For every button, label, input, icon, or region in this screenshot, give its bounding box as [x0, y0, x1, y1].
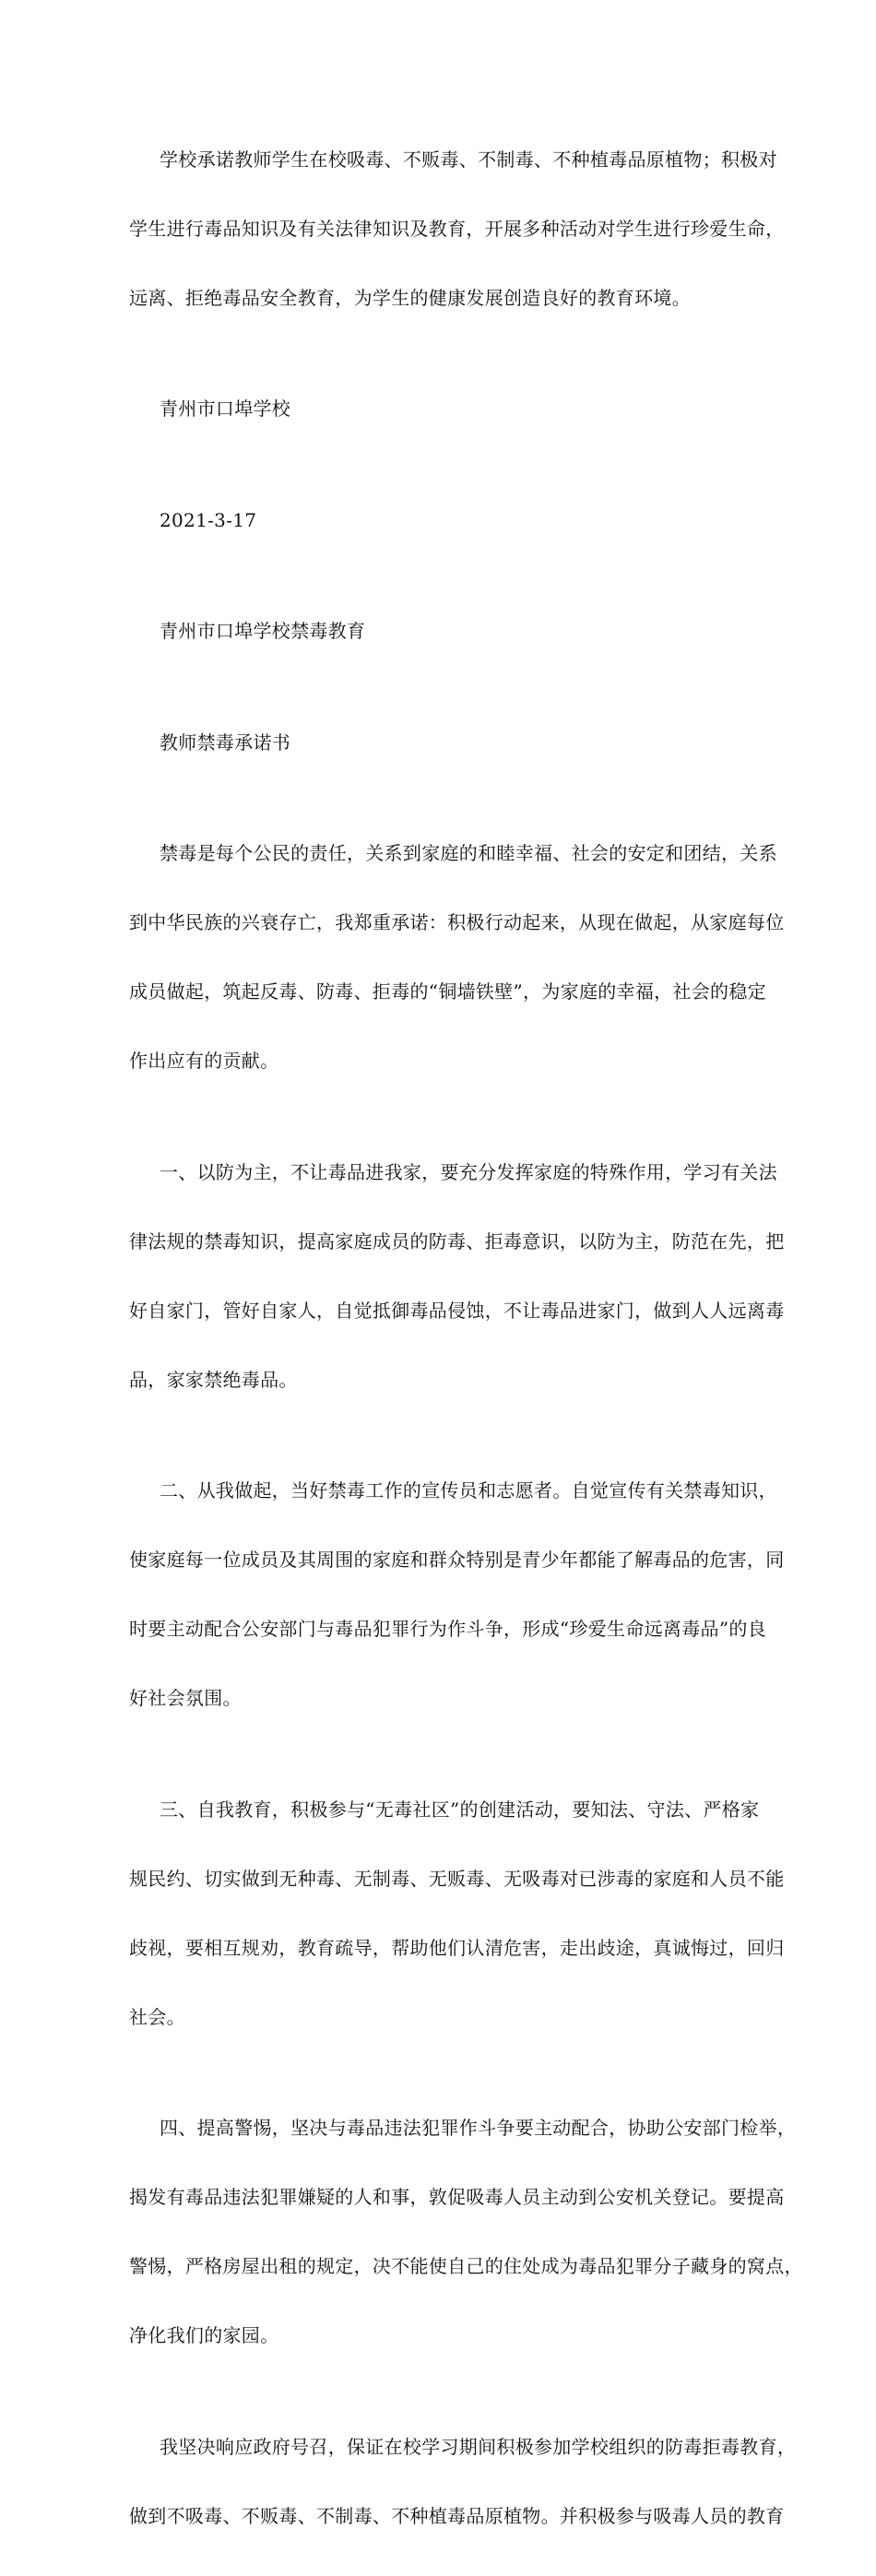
text-line: 使家庭每一位成员及其周围的家庭和群众特别是青少年都能了解毒品的危害，同 — [129, 1549, 785, 1571]
text-line: 净化我们的家园。 — [129, 2324, 279, 2346]
paragraph-item-1 — [129, 1121, 785, 1432]
text-line: 青州市口埠学校禁毒教育 — [160, 620, 366, 642]
text-line: 社会。 — [129, 2005, 185, 2028]
paragraph-item-2 — [129, 1440, 785, 1751]
text-line: 作出应有的贡献。 — [129, 1050, 279, 1072]
document-page — [129, 108, 803, 2576]
text-line: 规民约、切实做到无种毒、无制毒、无贩毒、无吸毒对已涉毒的家庭和人员不能 — [129, 1867, 785, 1890]
text-line: 四、提高警惕，坚决与毒品违法犯罪作斗争要主动配合，协助公安部门检举， — [160, 2117, 797, 2139]
text-line: 青州市口埠学校 — [160, 398, 291, 420]
text-line: 好社会氛围。 — [129, 1687, 242, 1709]
document-title — [129, 691, 765, 795]
signature-school-name — [129, 358, 765, 462]
text-line: 到中华民族的兴衰存亡，我郑重承诺：积极行动起来，从现在做起，从家庭每位 — [129, 911, 785, 933]
paragraph-closing — [129, 2395, 797, 2569]
text-line: 时要主动配合公安部门与毒品犯罪行为作斗争，形成“珍爱生命远离毒品”的良 — [129, 1618, 766, 1640]
paragraph-item-3 — [129, 1758, 785, 2070]
text-line: 2021-3-17 — [160, 508, 257, 531]
paragraph-intro — [129, 802, 785, 1114]
text-line: 歧视，要相互规劝，教育疏导，帮助他们认清危害，走出歧途，真诚悔过，回归 — [129, 1936, 785, 1959]
paragraph-item-4 — [129, 2077, 803, 2389]
text-line: 学生进行毒品知识及有关法律知识及教育，开展多种活动对学生进行珍爱生命， — [129, 217, 785, 240]
text-line: 教师禁毒承诺书 — [160, 730, 291, 754]
section-heading — [129, 580, 765, 684]
text-line: 三、自我教育，积极参与“无毒社区”的创建活动，要知法、守法、严格家 — [160, 1798, 760, 1821]
text-line: 成员做起，筑起反毒、防毒、拒毒的“铜墙铁壁”，为家庭的幸福，社会的稳定 — [129, 980, 766, 1003]
text-line: 品，家家禁绝毒品。 — [129, 1368, 298, 1391]
text-line: 一、以防为主，不让毒品进我家，要充分发挥家庭的特殊作用，学习有关法 — [160, 1160, 777, 1183]
signature-date — [129, 469, 765, 573]
text-line: 警惕，严格房屋出租的规定，决不能使自己的住处成为毒品犯罪分子藏身的窝点， — [129, 2255, 803, 2277]
text-line: 二、从我做起，当好禁毒工作的宣传员和志愿者。自觉宣传有关禁毒知识， — [160, 1479, 777, 1502]
text-line: 做到不吸毒、不贩毒、不制毒、不种植毒品原植物。并积极参与吸毒人员的教育 — [129, 2504, 785, 2527]
text-line: 我坚决响应政府号召，保证在校学习期间积极参加学校组织的防毒拒毒教育， — [160, 2435, 797, 2458]
text-line: 揭发有毒品违法犯罪嫌疑的人和事，敦促吸毒人员主动到公安机关登记。要提高 — [129, 2186, 785, 2208]
text-line: 学校承诺教师学生在校吸毒、不贩毒、不制毒、不种植毒品原植物；积极对 — [160, 148, 777, 171]
text-line: 远离、拒绝毒品安全教育，为学生的健康发展创造良好的教育环境。 — [129, 286, 691, 309]
paragraph-school-pledge — [129, 108, 785, 350]
text-line: 律法规的禁毒知识，提高家庭成员的防毒、拒毒意识，以防为主，防范在先，把 — [129, 1229, 785, 1252]
text-line: 禁毒是每个公民的责任，关系到家庭的和睦幸福、社会的安定和团结，关系 — [160, 842, 777, 864]
text-line: 好自家门，管好自家人，自觉抵御毒品侵蚀，不让毒品进家门，做到人人远离毒 — [129, 1299, 785, 1322]
